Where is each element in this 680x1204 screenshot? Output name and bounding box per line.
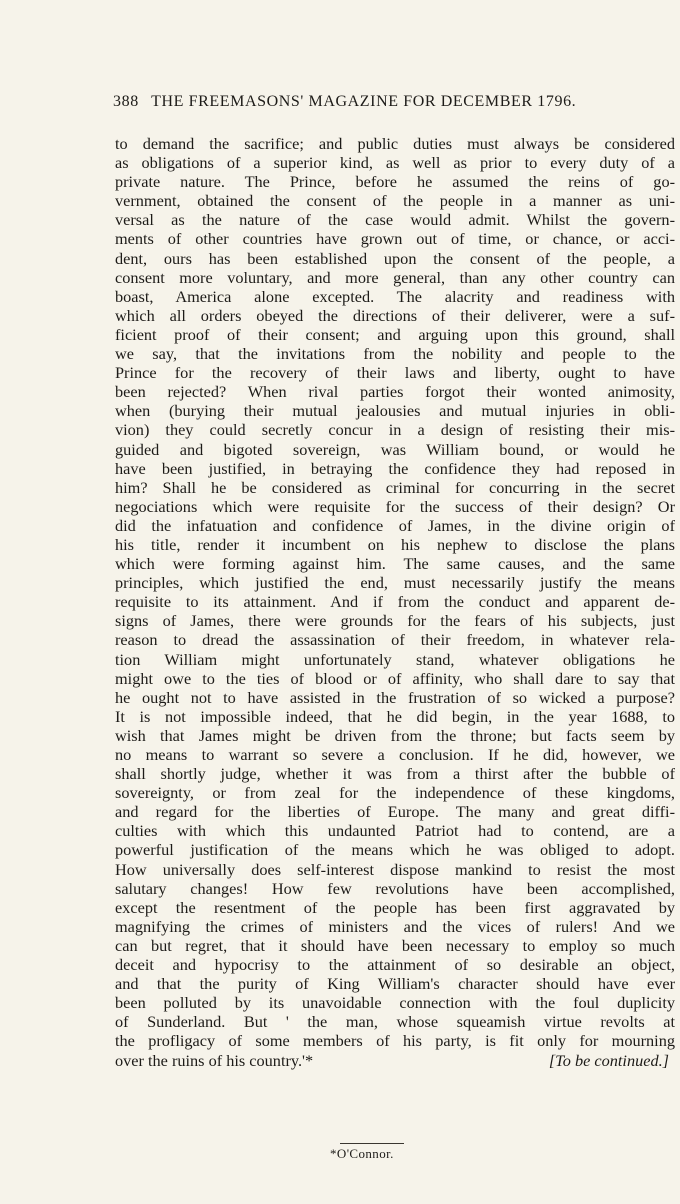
body-line: culties with which this undaunted Patriot had to contend, are a <box>115 821 675 841</box>
body-line: to demand the sacrifice; and public duties must always be considered <box>115 134 675 153</box>
body-line: we say, that the invitations from the nobility and people to the <box>115 344 675 364</box>
body-line: sovereignty, or from zeal for the independence of these kingdoms, <box>115 783 675 803</box>
body-line: can but regret, that it should have been necessary to employ so much <box>115 935 675 955</box>
body-line: private nature. The Prince, before he assumed the reins of go- <box>115 172 675 192</box>
body-line: dent, ours has been established upon the consent of the people, a <box>115 248 675 268</box>
body-line: principles, which justified the end, must necessarily justify the means <box>115 573 675 593</box>
body-line: magnifying the crimes of ministers and the vices of rulers! And we <box>115 916 675 936</box>
body-line: tion William might unfortunately stand, whatever obligations he <box>115 649 675 669</box>
body-line: which were forming against him. The same causes, and the same <box>115 554 675 574</box>
footnote: *O'Connor. <box>330 1146 394 1161</box>
body-line: his title, render it incumbent on his nephew to disclose the plans <box>115 534 675 554</box>
body-line: which all orders obeyed the directions of their deliverer, were a suf- <box>115 305 675 325</box>
continuation-note: [To be continued.] <box>548 1050 669 1070</box>
body-line: requisite to its attainment. And if from the conduct and apparent de- <box>115 592 675 612</box>
body-line: did the infatuation and confidence of James, in the divine origin of <box>115 515 675 535</box>
body-line: deceit and hypocrisy to the attainment of so desirable an object, <box>115 955 675 975</box>
body-line: wish that James might be driven from the throne; but facts seem by <box>115 725 675 745</box>
body-line: been rejected? When rival parties forgot their wonted animosity, <box>115 382 675 402</box>
body-line: he ought not to have assisted in the frustration of so wicked a purpose? <box>115 687 675 707</box>
body-line: the profligacy of some members of his party, is fit only for mourning <box>115 1031 675 1051</box>
body-line: been polluted by its unavoidable connection with the foul duplicity <box>115 993 675 1013</box>
body-line: salutary changes! How few revolutions have been accomplished, <box>115 878 675 898</box>
body-line: It is not impossible indeed, that he did begin, in the year 1688, to <box>115 706 675 726</box>
body-line: consent more voluntary, and more general, than any other country can <box>115 267 675 287</box>
footnote-rule <box>340 1143 404 1144</box>
body-line: as obligations of a superior kind, as well as prior to every duty of a <box>115 153 675 173</box>
body-line: him? Shall he be considered as criminal for concurring in the secret <box>115 477 675 497</box>
body-line: ments of other countries have grown out of time, or chance, or acci- <box>115 229 675 249</box>
body-line: How universally does self-interest dispose mankind to resist the most <box>115 859 675 879</box>
body-line: powerful justification of the means which he was obliged to adopt. <box>115 840 675 860</box>
body-line: signs of James, there were grounds for the fears of his subjects, just <box>115 611 675 631</box>
body-line: when (burying their mutual jealousies and mutual injuries in obli- <box>115 401 675 421</box>
body-line: and regard for the liberties of Europe. The many and great diffi- <box>115 802 675 822</box>
body-line: guided and bigoted sovereign, was William bound, or would he <box>115 439 675 459</box>
body-line: vion) they could secretly concur in a design of resisting their mis- <box>115 420 675 440</box>
body-line: versal as the nature of the case would admit. Whilst the govern- <box>115 210 675 230</box>
final-line-text: over the ruins of his country.'* <box>115 1050 314 1070</box>
final-line <box>115 1051 675 1070</box>
body-line: and that the purity of King William's character should have ever <box>115 974 675 994</box>
body-line: ficient proof of their consent; and arguing upon this ground, shall <box>115 324 675 344</box>
body-line: vernment, obtained the consent of the people in a manner as uni- <box>115 191 675 211</box>
body-line: of Sunderland. But ' the man, whose squeamish virtue revolts at <box>115 1012 675 1032</box>
body-line: boast, America alone excepted. The alacrity and readiness with <box>115 286 675 306</box>
body-line: Prince for the recovery of their laws and liberty, ought to have <box>115 363 675 383</box>
body-line: except the resentment of the people has been first aggravated by <box>115 897 675 917</box>
body-line: have been justified, in betraying the confidence they had reposed in <box>115 458 675 478</box>
body-line: no means to warrant so severe a conclusion. If he did, however, we <box>115 745 675 764</box>
running-title: THE FREEMASONS' MAGAZINE FOR DECEMBER 1796. <box>151 93 577 110</box>
body-line: shall shortly judge, whether it was from a thirst after the bubble of <box>115 764 675 784</box>
page-number: 388 <box>113 93 139 110</box>
running-head <box>113 93 673 111</box>
body-line: might owe to the ties of blood or of affinity, who shall dare to say that <box>115 668 675 688</box>
body-line: negociations which were requisite for the success of their design? Or <box>115 496 675 516</box>
body-text <box>115 134 675 1070</box>
body-line: reason to dread the assassination of their freedom, in whatever rela- <box>115 630 675 650</box>
